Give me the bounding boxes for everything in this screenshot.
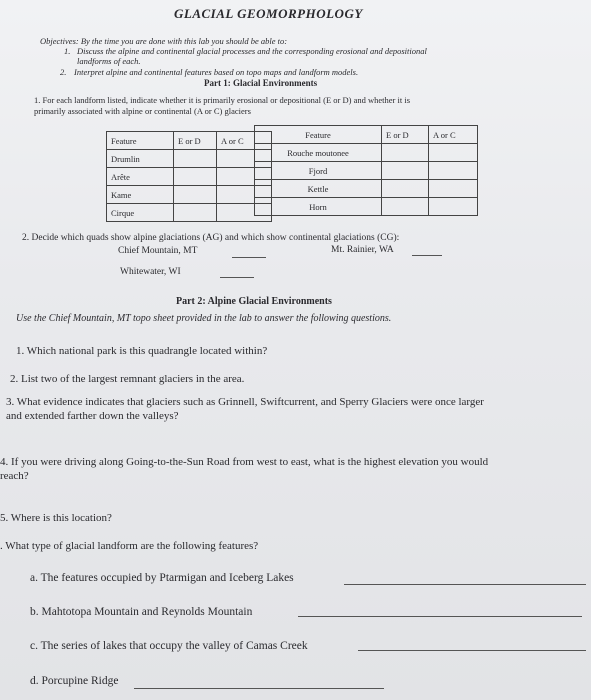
part2-q6-b: b. Mahtotopa Mountain and Reynolds Mountain — [30, 606, 253, 618]
header-a-or-c: A or C — [429, 126, 478, 144]
part2-q5: 5. Where is this location? — [0, 512, 112, 524]
e-or-d-answer-cell[interactable] — [174, 204, 217, 222]
a-or-c-answer-cell[interactable] — [429, 144, 478, 162]
feature-cell: Kettle — [255, 180, 382, 198]
feature-cell: Cirque — [107, 204, 174, 222]
part2-q4-line-2: reach? — [0, 470, 29, 482]
part2-instruction: Use the Chief Mountain, MT topo sheet provided in the lab to answer the following questions. — [16, 313, 392, 324]
part2-q1: 1. Which national park is this quadrangle located within? — [16, 345, 268, 357]
part1-q1-line-1: 1. For each landform listed, indicate whether it is primarily erosional or depositional (E or D) and whether it is — [34, 95, 411, 105]
answer-line-b[interactable] — [298, 616, 582, 617]
table-row — [107, 186, 272, 204]
feature-cell: Kame — [107, 186, 174, 204]
quad-chief-mountain: Chief Mountain, MT — [118, 246, 198, 256]
part2-q3-line-2: and extended farther down the valleys? — [6, 410, 179, 422]
landform-table-left — [106, 131, 272, 222]
part1-heading: Part 1: Glacial Environments — [204, 78, 318, 88]
e-or-d-answer-cell[interactable] — [174, 150, 217, 168]
part2-q3-line-1: 3. What evidence indicates that glaciers such as Grinnell, Swiftcurrent, and Sperry Glaciers were once larger — [6, 396, 484, 408]
feature-cell: Rouche moutonee — [255, 144, 382, 162]
objective-2-number: 2. — [60, 67, 67, 77]
part2-q2: 2. List two of the largest remnant glaciers in the area. — [10, 373, 245, 385]
header-e-or-d: E or D — [174, 132, 217, 150]
e-or-d-answer-cell[interactable] — [382, 198, 429, 216]
table-row — [255, 198, 478, 216]
part1-q2: 2. Decide which quads show alpine glaciations (AG) and which show continental glaciations (CG): — [22, 233, 400, 243]
a-or-c-answer-cell[interactable] — [429, 162, 478, 180]
answer-line-mt-rainier[interactable] — [412, 255, 442, 256]
quad-mt-rainier: Mt. Rainier, WA — [331, 245, 394, 255]
answer-line-whitewater[interactable] — [220, 277, 254, 278]
a-or-c-answer-cell[interactable] — [429, 198, 478, 216]
e-or-d-answer-cell[interactable] — [382, 162, 429, 180]
part1-q1-line-2: primarily associated with alpine or continental (A or C) glaciers — [34, 106, 251, 116]
page-title: GLACIAL GEOMORPHOLOGY — [174, 6, 363, 21]
part2-q4-line-1: 4. If you were driving along Going-to-the-Sun Road from west to east, what is the highest elevation you would — [0, 456, 489, 468]
table-row — [255, 162, 478, 180]
e-or-d-answer-cell[interactable] — [382, 144, 429, 162]
answer-line-d[interactable] — [134, 688, 384, 689]
header-a-or-c: A or C — [217, 132, 272, 150]
e-or-d-answer-cell[interactable] — [174, 186, 217, 204]
e-or-d-answer-cell[interactable] — [174, 168, 217, 186]
objectives-intro: Objectives: By the time you are done with this lab you should be able to: — [40, 36, 288, 46]
feature-cell: Arête — [107, 168, 174, 186]
a-or-c-answer-cell[interactable] — [429, 180, 478, 198]
part2-q6-d: d. Porcupine Ridge — [30, 675, 119, 687]
objective-1-number: 1. — [64, 46, 71, 56]
objective-2-text: Interpret alpine and continental features based on topo maps and landform models. — [74, 67, 359, 77]
header-feature: Feature — [107, 132, 174, 150]
objective-1-line-1: Discuss the alpine and continental glacial processes and the corresponding erosional and depositional — [77, 46, 427, 56]
answer-line-c[interactable] — [358, 650, 586, 651]
answer-line-chief-mountain[interactable] — [232, 257, 266, 258]
part2-q6-c: c. The series of lakes that occupy the valley of Camas Creek — [30, 640, 308, 652]
objective-1-line-2: landforms of each. — [77, 56, 141, 66]
landform-table-right — [254, 125, 478, 216]
header-feature: Feature — [255, 126, 382, 144]
table-header-row — [255, 126, 478, 144]
table-row — [107, 204, 272, 222]
feature-cell: Fjord — [255, 162, 382, 180]
table-row — [107, 168, 272, 186]
quad-whitewater: Whitewater, WI — [120, 267, 181, 277]
feature-cell: Horn — [255, 198, 382, 216]
part2-q6: . What type of glacial landform are the following features? — [0, 540, 259, 552]
e-or-d-answer-cell[interactable] — [382, 180, 429, 198]
table-row — [107, 150, 272, 168]
part2-q6-a: a. The features occupied by Ptarmigan and Iceberg Lakes — [30, 572, 294, 584]
table-header-row — [107, 132, 272, 150]
table-row — [255, 144, 478, 162]
answer-line-a[interactable] — [344, 584, 586, 585]
header-e-or-d: E or D — [382, 126, 429, 144]
feature-cell: Drumlin — [107, 150, 174, 168]
table-row — [255, 180, 478, 198]
part2-heading: Part 2: Alpine Glacial Environments — [176, 296, 332, 307]
